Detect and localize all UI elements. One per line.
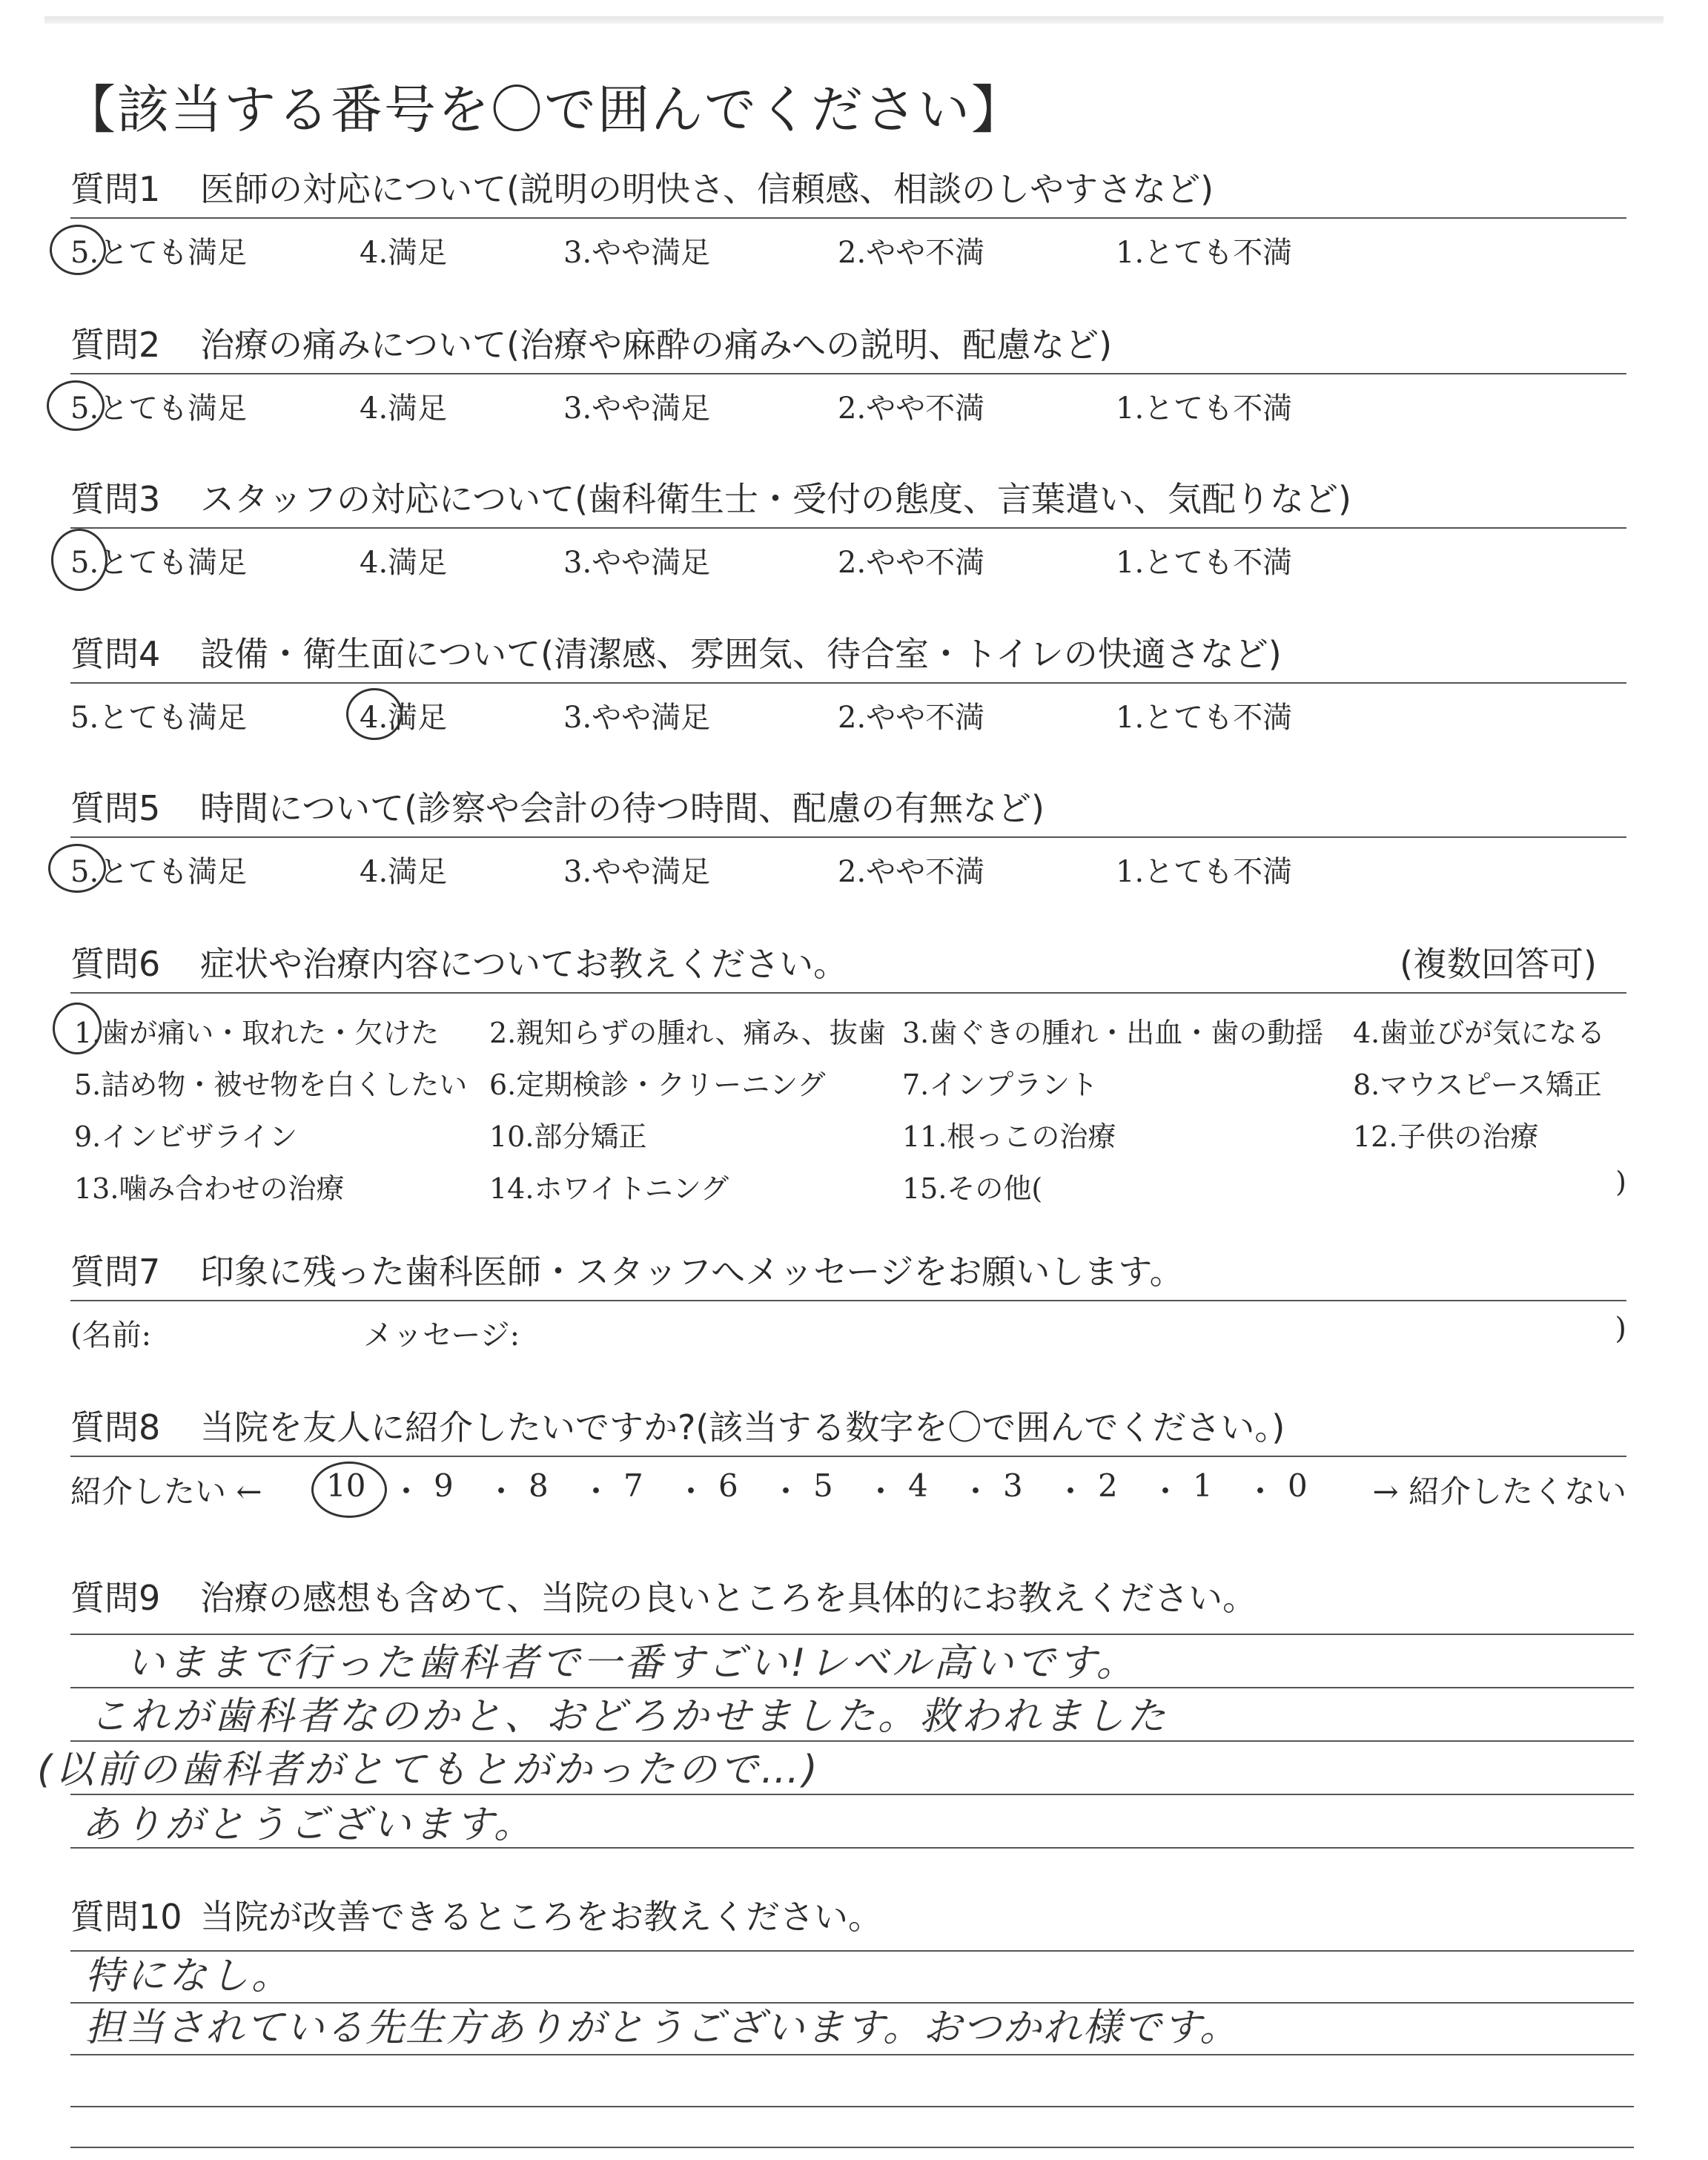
question-number: 質問10 [70,1897,182,1937]
answer-line [70,1950,1634,1952]
question-number: 質問2 [70,325,161,365]
question-number: 質問9 [70,1578,161,1618]
question-number: 質問8 [70,1407,161,1447]
scale-10[interactable]: 10 [326,1467,366,1504]
divider [70,992,1626,994]
symptom-option-9[interactable]: 9.インビザライン [74,1120,298,1153]
question-title: 医師の対応について(説明の明快さ、信頼感、相談のしやすさなど) [200,169,1214,209]
rating-2[interactable]: 2.やや不満 [838,855,985,889]
rating-3[interactable]: 3.やや満足 [563,546,711,580]
multi-answer-note: (複数回答可) [1400,944,1597,984]
close-paren: ) [1615,1312,1626,1346]
question-number: 質問4 [70,634,161,674]
symptom-option-7[interactable]: 7.インプラント [902,1069,1099,1101]
scale-right-label: → 紹介したくない [1372,1473,1626,1510]
scale-4[interactable]: 4 [908,1467,928,1504]
question-title: 当院が改善できるところをお教えください。 [200,1897,882,1937]
name-label: (名前: [70,1318,152,1353]
answer-line [70,2147,1634,2148]
question-title: 治療の痛みについて(治療や麻酔の痛みへの説明、配慮など) [200,325,1113,365]
rating-4[interactable]: 4.満足 [360,855,448,889]
rating-2[interactable]: 2.やや不満 [838,701,985,735]
symptom-option-10[interactable]: 10.部分矯正 [489,1120,647,1153]
symptom-option-13[interactable]: 13.噛み合わせの治療 [74,1172,345,1205]
message-fields [70,1312,1626,1356]
question-title: 設備・衛生面について(清潔感、雰囲気、待合室・トイレの快適さなど) [200,634,1282,674]
question-title: 印象に残った歯科医師・スタッフへメッセージをお願いします。 [200,1252,1184,1292]
rating-3[interactable]: 3.やや満足 [563,236,711,270]
answer-line [70,2054,1634,2055]
rating-4[interactable]: 4.満足 [360,701,448,735]
handwritten-answer: (以前の歯科者がとてもとがかったので…) [37,1748,821,1792]
symptom-option-12[interactable]: 12.子供の治療 [1353,1120,1539,1153]
rating-1[interactable]: 1.とても不満 [1116,855,1293,889]
question-number: 質問3 [70,479,161,519]
rating-options [70,385,1626,428]
scale-8[interactable]: 8 [529,1467,549,1504]
scale-3[interactable]: 3 [1003,1467,1023,1504]
handwritten-answer: いままで行った歯科者で一番すごい!レベル高いです。 [126,1641,1138,1685]
recommend-scale: 紹介したい ← 10 ・ 9 ・ 8 ・ 7 ・ 6 ・ 5 ・ 4 ・ 3 ・ 2 ・ 1 ・ 0 → 紹介したくない [70,1467,1626,1513]
question-1 [70,167,1626,272]
handwritten-answer: ありがとうございます。 [82,1803,535,1847]
question-7 [70,1249,1626,1356]
rating-2[interactable]: 2.やや不満 [838,546,985,580]
question-title: スタッフの対応について(歯科衛生士・受付の態度、言葉遣い、気配りなど) [200,479,1351,519]
rating-1[interactable]: 1.とても不満 [1116,546,1293,580]
scale-0[interactable]: 0 [1288,1467,1308,1504]
divider [70,836,1626,838]
question-6 [70,942,1626,1218]
handwritten-answer: これが歯科者なのかと、おどろかせました。救われました [89,1694,1169,1739]
rating-3[interactable]: 3.やや満足 [563,392,711,426]
symptom-option-4[interactable]: 4.歯並びが気になる [1353,1017,1606,1049]
scale-left-label: 紹介したい ← [70,1473,262,1510]
rating-options [70,229,1626,272]
scale-7[interactable]: 7 [623,1467,643,1504]
divider [70,1456,1626,1457]
symptom-option-6[interactable]: 6.定期検診・クリーニング [489,1069,826,1101]
message-label: メッセージ: [363,1318,520,1353]
question-title: 症状や治療内容についてお教えください。 [200,944,848,984]
question-title: 時間について(診察や会計の待つ時間、配慮の有無など) [200,788,1045,828]
handwritten-answer: 特になし。 [85,1954,294,1998]
other-close-paren: ) [1615,1166,1626,1198]
divider [70,373,1626,374]
rating-3[interactable]: 3.やや満足 [563,701,711,735]
answer-line [70,2106,1634,2107]
symptom-option-11[interactable]: 11.根っこの治療 [902,1120,1116,1153]
rating-options [70,539,1626,582]
question-number: 質問5 [70,788,161,828]
scan-edge [44,16,1664,24]
question-3 [70,477,1626,582]
question-4 [70,632,1626,737]
form-instructions: 【該当する番号を〇で囲んでください】 [64,79,1025,140]
scale-6[interactable]: 6 [718,1467,738,1504]
rating-1[interactable]: 1.とても不満 [1116,701,1293,735]
symptom-option-14[interactable]: 14.ホワイトニング [489,1172,729,1205]
divider [70,1300,1626,1301]
rating-options [70,848,1626,891]
rating-5[interactable]: 5.とても満足 [70,855,248,889]
question-title: 当院を友人に紹介したいですか?(該当する数字を〇で囲んでください。) [200,1407,1285,1447]
rating-4[interactable]: 4.満足 [360,546,448,580]
question-9 [70,1576,1626,1620]
rating-5[interactable]: 5.とても満足 [70,236,248,270]
divider [70,682,1626,684]
rating-options [70,694,1626,737]
rating-5[interactable]: 5.とても満足 [70,392,248,426]
rating-2[interactable]: 2.やや不満 [838,236,985,270]
divider [70,527,1626,529]
symptom-option-5[interactable]: 5.詰め物・被せ物を白くしたい [74,1069,468,1101]
question-number: 質問7 [70,1252,161,1292]
symptom-option-15[interactable]: 15.その他( [902,1172,1043,1205]
rating-2[interactable]: 2.やや不満 [838,392,985,426]
question-number: 質問1 [70,169,161,209]
symptom-option-8[interactable]: 8.マウスピース矯正 [1353,1069,1602,1101]
question-10 [70,1895,1626,1939]
rating-4[interactable]: 4.満足 [360,236,448,270]
rating-1[interactable]: 1.とても不満 [1116,392,1293,426]
symptom-options [70,1003,1626,1218]
handwritten-answer: 担当されている先生方ありがとうございます。おつかれ様です。 [85,2006,1240,2050]
divider [70,217,1626,219]
question-title: 治療の感想も含めて、当院の良いところを具体的にお教えください。 [200,1578,1257,1618]
rating-5[interactable]: 5.とても満足 [70,546,248,580]
scale-2[interactable]: 2 [1098,1467,1118,1504]
rating-3[interactable]: 3.やや満足 [563,855,711,889]
rating-1[interactable]: 1.とても不満 [1116,236,1293,270]
question-2 [70,323,1626,428]
symptom-option-1[interactable]: 1.歯が痛い・取れた・欠けた [74,1017,440,1049]
symptom-option-3[interactable]: 3.歯ぐきの腫れ・出血・歯の動揺 [902,1017,1324,1049]
scale-5[interactable]: 5 [813,1467,833,1504]
rating-4[interactable]: 4.満足 [360,392,448,426]
question-number: 質問6 [70,944,161,984]
question-8 [70,1405,1626,1513]
question-5 [70,786,1626,891]
scale-9[interactable]: 9 [434,1467,454,1504]
rating-5[interactable]: 5.とても満足 [70,701,248,735]
scale-1[interactable]: 1 [1193,1467,1213,1504]
symptom-option-2[interactable]: 2.親知らずの腫れ、痛み、抜歯 [489,1017,886,1049]
